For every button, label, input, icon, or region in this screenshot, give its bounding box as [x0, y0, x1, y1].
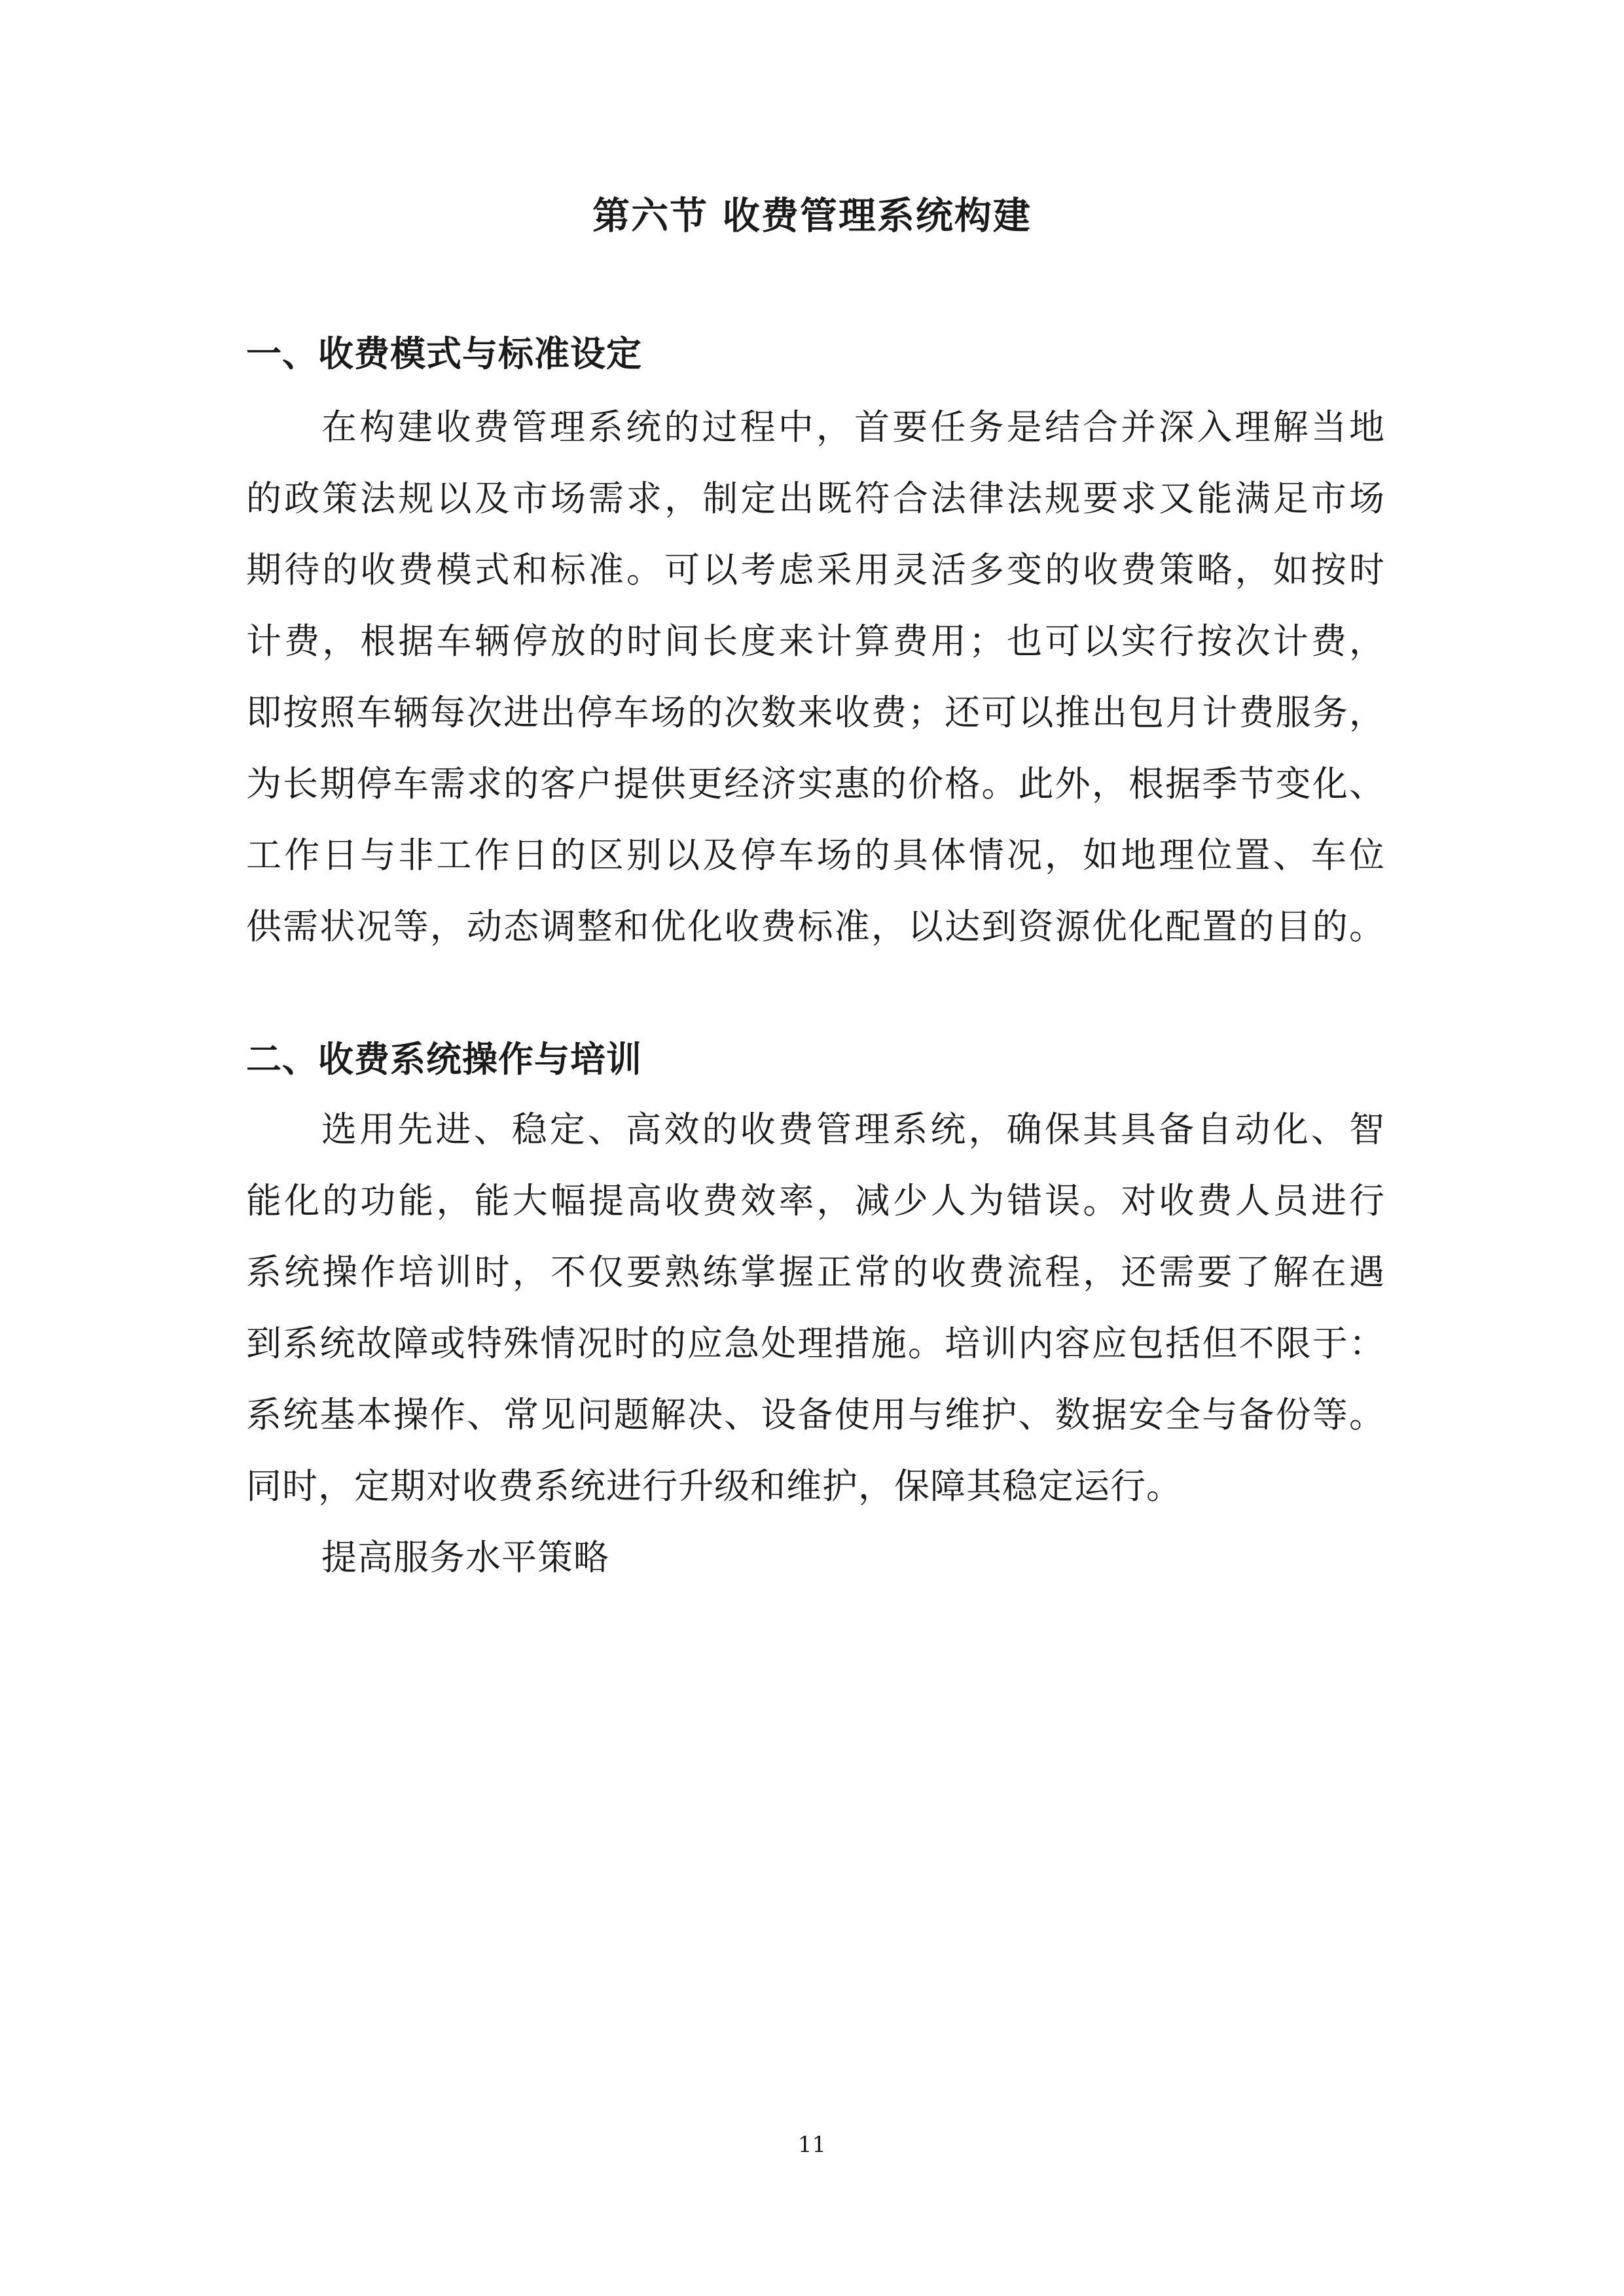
paragraph-line: 供需状况等，动态调整和优化收费标准，以达到资源优化配置的目的。: [246, 906, 1385, 947]
subsection-heading-2: 二、收费系统操作与培训: [246, 1038, 642, 1080]
paragraph-line: 在构建收费管理系统的过程中，首要任务是结合并深入理解当地: [321, 406, 1385, 448]
paragraph-line: 期待的收费模式和标准。可以考虑采用灵活多变的收费策略，如按时: [246, 549, 1385, 590]
paragraph-line: 到系统故障或特殊情况时的应急处理措施。培训内容应包括但不限于：: [246, 1323, 1385, 1364]
paragraph-line: 能化的功能，能大幅提高收费效率，减少人为错误。对收费人员进行: [246, 1180, 1385, 1221]
paragraph-line: 的政策法规以及市场需求，制定出既符合法律法规要求又能满足市场: [246, 478, 1385, 519]
paragraph-line: 为长期停车需求的客户提供更经济实惠的价格。此外，根据季节变化、: [246, 763, 1385, 804]
paragraph-line: 计费，根据车辆停放的时间长度来计算费用；也可以实行按次计费，: [246, 620, 1385, 662]
paragraph-line: 即按照车辆每次进出停车场的次数来收费；还可以推出包月计费服务，: [246, 692, 1385, 733]
page-number: 11: [797, 2132, 827, 2158]
paragraph-line: 系统基本操作、常见问题解决、设备使用与维护、数据安全与备份等。: [246, 1394, 1385, 1435]
paragraph-line: 工作日与非工作日的区别以及停车场的具体情况，如地理位置、车位: [246, 834, 1385, 876]
paragraph-system-training: [246, 1094, 1385, 1593]
section-title: 第六节 收费管理系统构建: [592, 194, 1032, 238]
paragraph-line: 选用先进、稳定、高效的收费管理系统，确保其具备自动化、智: [321, 1109, 1385, 1150]
trailing-line: 提高服务水平策略: [321, 1537, 609, 1578]
paragraph-fee-standards: [246, 391, 1385, 962]
paragraph-line: 系统操作培训时，不仅要熟练掌握正常的收费流程，还需要了解在遇: [246, 1251, 1385, 1293]
subsection-heading-1: 一、收费模式与标准设定: [246, 332, 642, 374]
paragraph-line: 同时，定期对收费系统进行升级和维护，保障其稳定运行。: [246, 1465, 1182, 1507]
